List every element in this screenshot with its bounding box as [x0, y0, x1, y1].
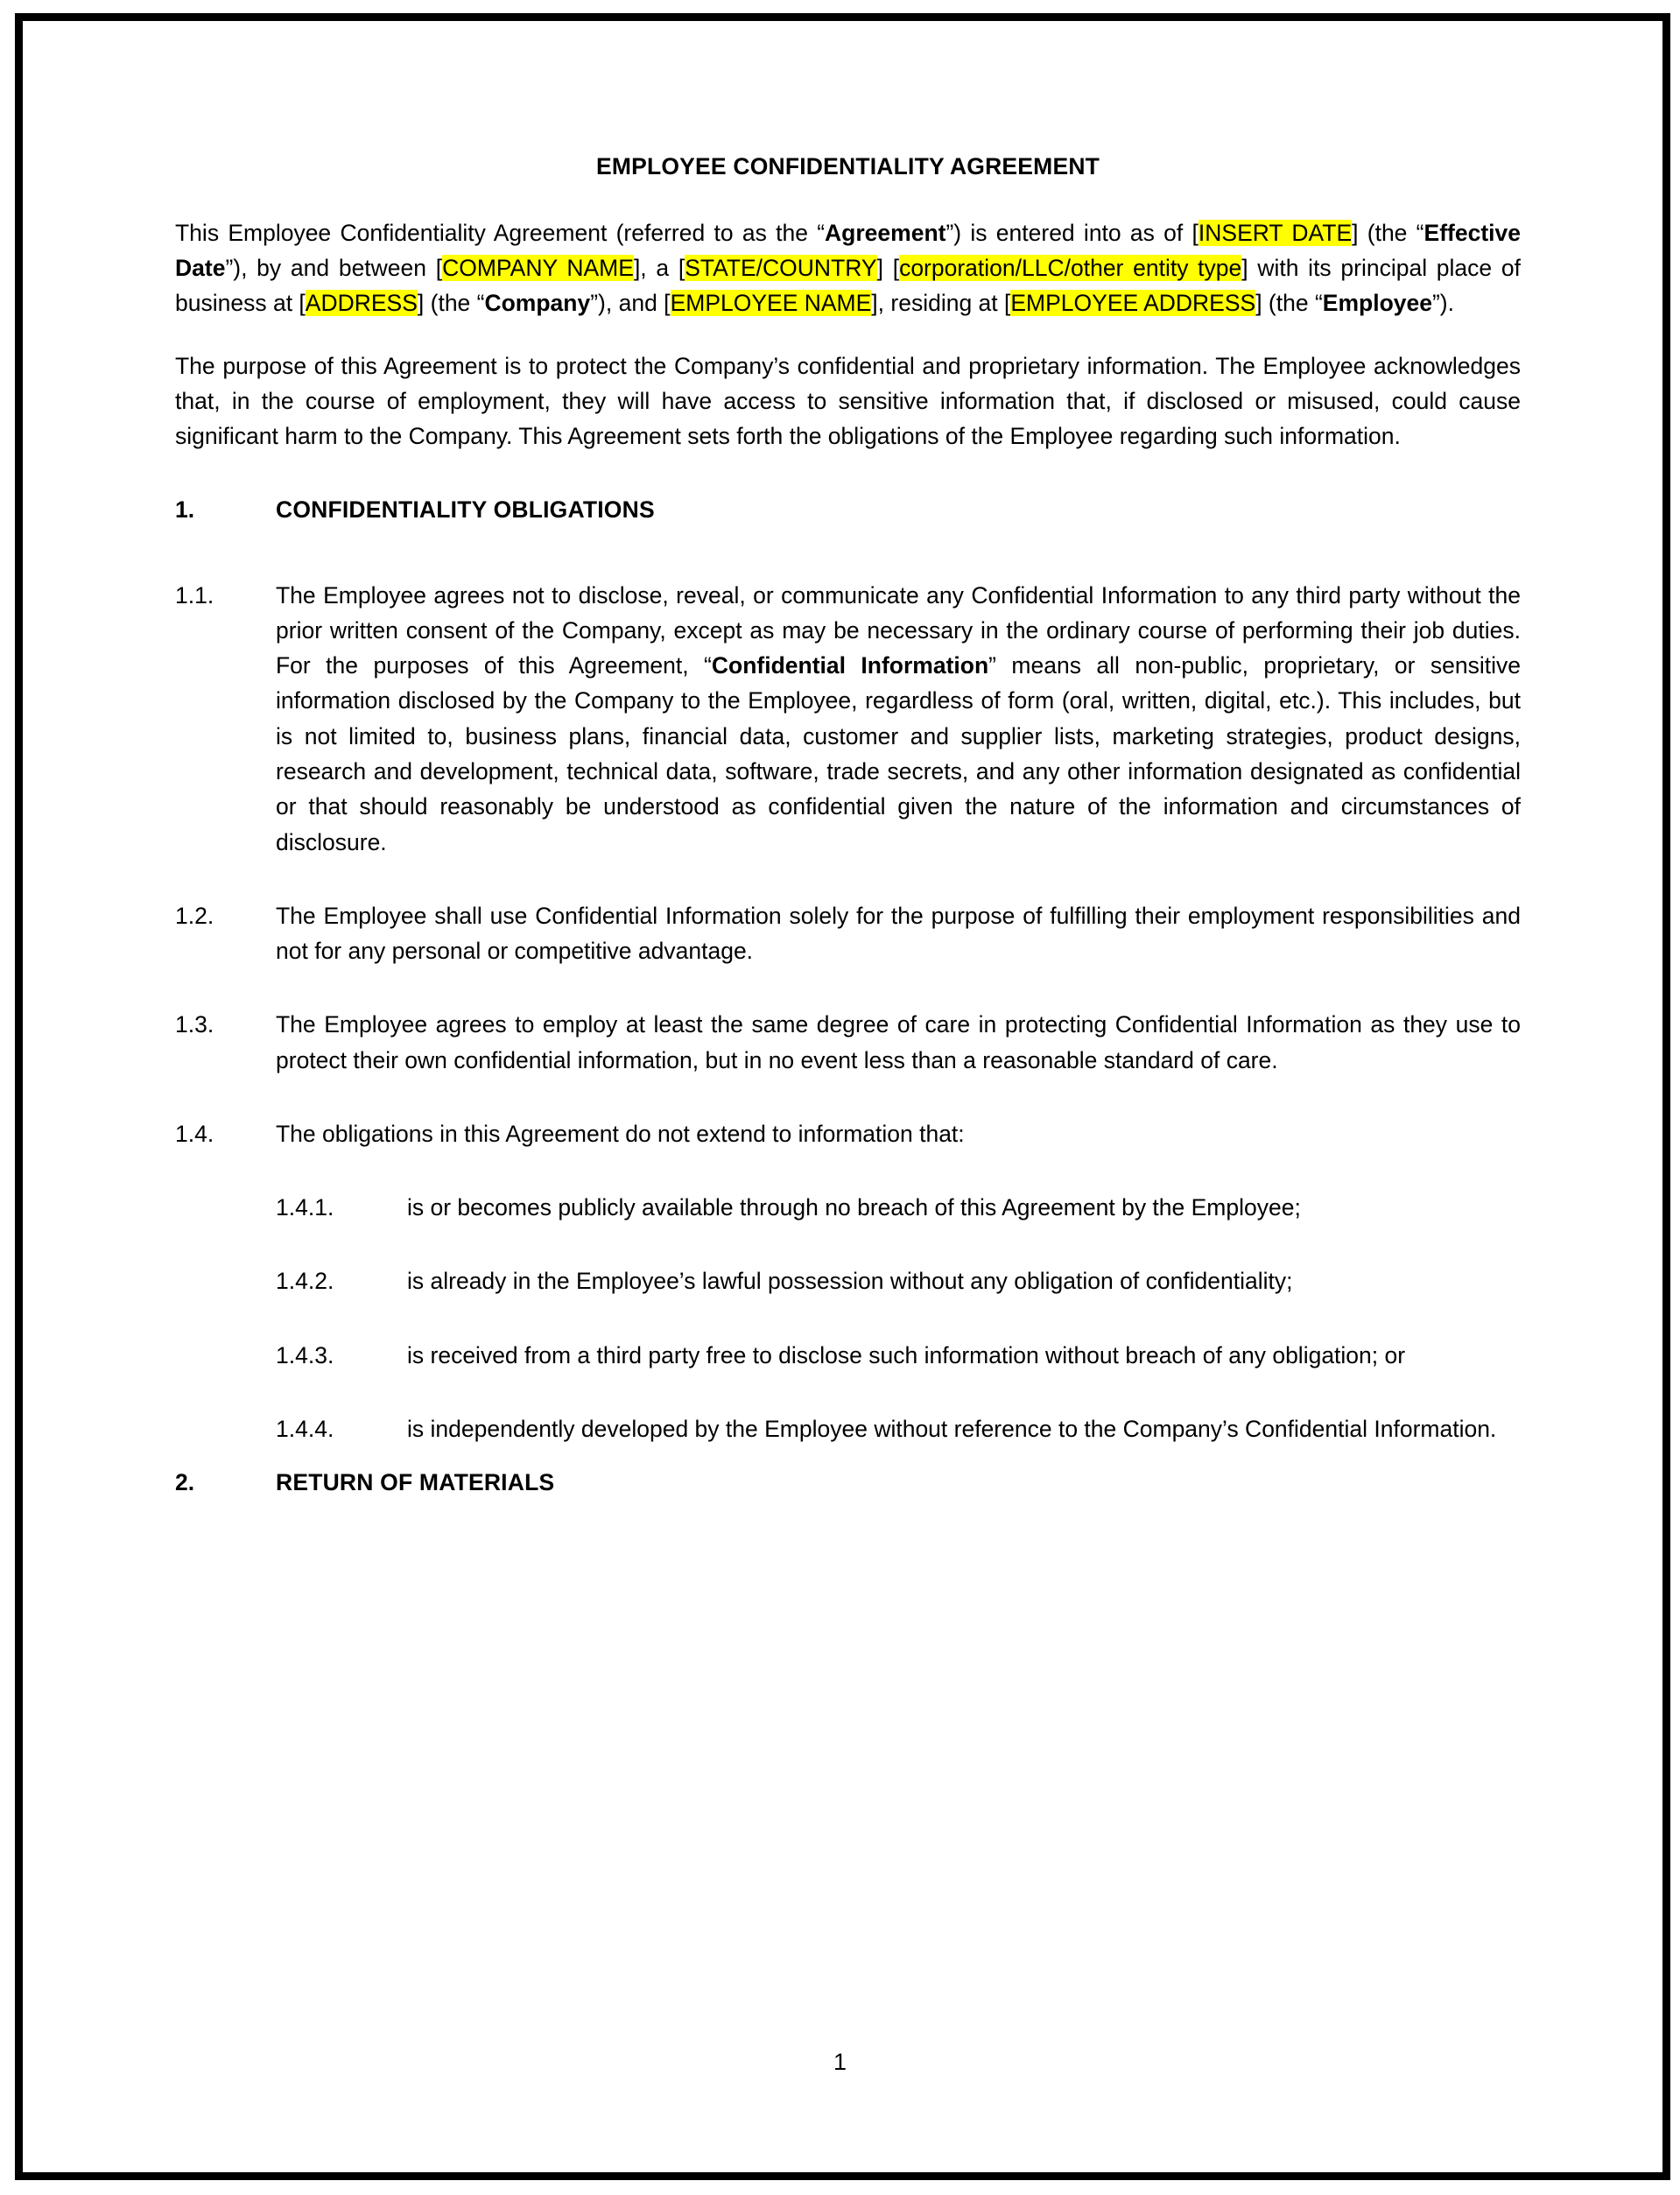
preamble-text-run: ”) is entered into as of [	[945, 219, 1198, 246]
clause-text-1-2: The Employee shall use Confidential Information solely for the purpose of fulfilling their employment responsibilities and not for any personal or competitive advantage.	[276, 902, 1521, 965]
section-number-1: 1.	[175, 496, 195, 524]
clause-number-1-4: 1.4.	[175, 1120, 214, 1147]
preamble-text-run: ”), and [	[590, 290, 671, 317]
defined-term-agreement: Agreement	[825, 219, 946, 246]
clause-number-1-4-1: 1.4.1.	[276, 1194, 334, 1221]
clause-number-1-4-3: 1.4.3.	[276, 1341, 334, 1368]
clause-1-2	[175, 898, 1521, 969]
section-title-2: RETURN OF MATERIALS	[276, 1469, 555, 1496]
placeholder-employee-address: EMPLOYEE ADDRESS	[1010, 290, 1256, 317]
clause-1-4-3	[276, 1338, 1521, 1373]
page-number-footer: 1	[833, 2049, 847, 2075]
preamble-text-run: ”).	[1431, 290, 1454, 317]
document-content	[175, 153, 1521, 1500]
section-heading-1	[175, 492, 1521, 527]
defined-term-confidential-information: Confidential Information	[711, 652, 989, 679]
clause-number-1-4-4: 1.4.4.	[276, 1415, 334, 1442]
preamble-text-run: ] [	[876, 255, 900, 282]
clause-number-1-1: 1.1.	[175, 581, 214, 609]
clause-1-4-1	[276, 1190, 1521, 1225]
preamble-text-run: ] (the “	[1255, 290, 1323, 317]
preamble-text-run: This Employee Confidentiality Agreement (referred to as the “	[175, 219, 826, 246]
defined-term-effective-date: Effective Date	[175, 219, 1521, 282]
preamble-paragraph-2: The purpose of this Agreement is to protect the Company’s confidential and proprietary information. The Employee acknowledges that, in the course of employment, they will have access to sensitive information that, if disclosed or misused, could cause significant harm to the Company. This Agreement sets forth the obligations of the Employee regarding such information.	[175, 352, 1521, 450]
clause-number-1-4-2: 1.4.2.	[276, 1268, 334, 1295]
defined-term-employee: Employee	[1322, 290, 1432, 317]
preamble-text-run: ], residing at [	[871, 290, 1011, 317]
clause-text-1-4-2: is already in the Employee’s lawful possession without any obligation of confidentiality;	[407, 1268, 1293, 1295]
clause-text-1-4: The obligations in this Agreement do not extend to information that:	[276, 1120, 965, 1147]
section-title-1: CONFIDENTIALITY OBLIGATIONS	[276, 496, 655, 524]
preamble-text-run: ] (the “	[1352, 219, 1424, 246]
preamble-text-run: ], a [	[633, 255, 685, 282]
clause-1-4-4	[276, 1411, 1521, 1446]
defined-term-company: Company	[484, 290, 591, 317]
section-heading-2	[175, 1465, 1521, 1500]
section-number-2: 2.	[175, 1469, 195, 1496]
placeholder-address: ADDRESS	[305, 290, 418, 317]
preamble-paragraph-1	[175, 215, 1521, 321]
placeholder-employee-name: EMPLOYEE NAME	[670, 290, 872, 317]
clause-text-run: The Employee agrees not to disclose, reveal, or communicate any Confidential Information to any third party without the prior written consent of the Company, except as may be necessary in the ordinary course of performing their job duties. For the purposes of this Agreement, “	[276, 581, 1521, 679]
clause-text-1-4-1: is or becomes publicly available through no breach of this Agreement by the Employee;	[407, 1194, 1301, 1221]
placeholder-state-country: STATE/COUNTRY	[685, 255, 877, 282]
clause-text-1-3: The Employee agrees to employ at least the same degree of care in protecting Confidential Information as they use to protect their own confidential information, but in no event less than a reasonable standard of care.	[276, 1011, 1521, 1073]
clause-text-1-4-3: is received from a third party free to disclose such information without breach of any obligation; or	[407, 1341, 1406, 1368]
preamble-text-run: ] (the “	[417, 290, 485, 317]
preamble-text-run: ] with its principal place of business at [	[175, 255, 1521, 317]
page-title: EMPLOYEE CONFIDENTIALITY AGREEMENT	[595, 153, 1100, 179]
placeholder-company-name: COMPANY NAME	[442, 255, 634, 282]
clause-number-1-2: 1.2.	[175, 902, 214, 929]
clause-1-1	[175, 578, 1521, 860]
clause-number-1-3: 1.3.	[175, 1011, 214, 1038]
clause-1-4	[175, 1116, 1521, 1151]
placeholder-entity-type: corporation/LLC/other entity type	[899, 255, 1242, 282]
clause-1-3	[175, 1007, 1521, 1078]
clause-text-1-4-4: is independently developed by the Employee without reference to the Company’s Confidential Information.	[407, 1415, 1497, 1442]
placeholder-insert-date: INSERT DATE	[1198, 219, 1353, 246]
clause-text-run: ” means all non-public, proprietary, or sensitive information disclosed by the Company to the Employee, regardless of form (oral, written, digital, etc.). This includes, but is not limited to, business plans, financial data, customer and supplier lists, marketing strategies, product designs, research and development, technical data, software, trade secrets, and any other information designated as confidential or that should reasonably be understood as confidential given the nature of the information and circumstances of disclosure.	[276, 652, 1521, 855]
clause-1-4-2	[276, 1263, 1521, 1298]
preamble-text-run: ”), by and between [	[225, 255, 443, 282]
clause-text-1-1	[276, 578, 1521, 860]
